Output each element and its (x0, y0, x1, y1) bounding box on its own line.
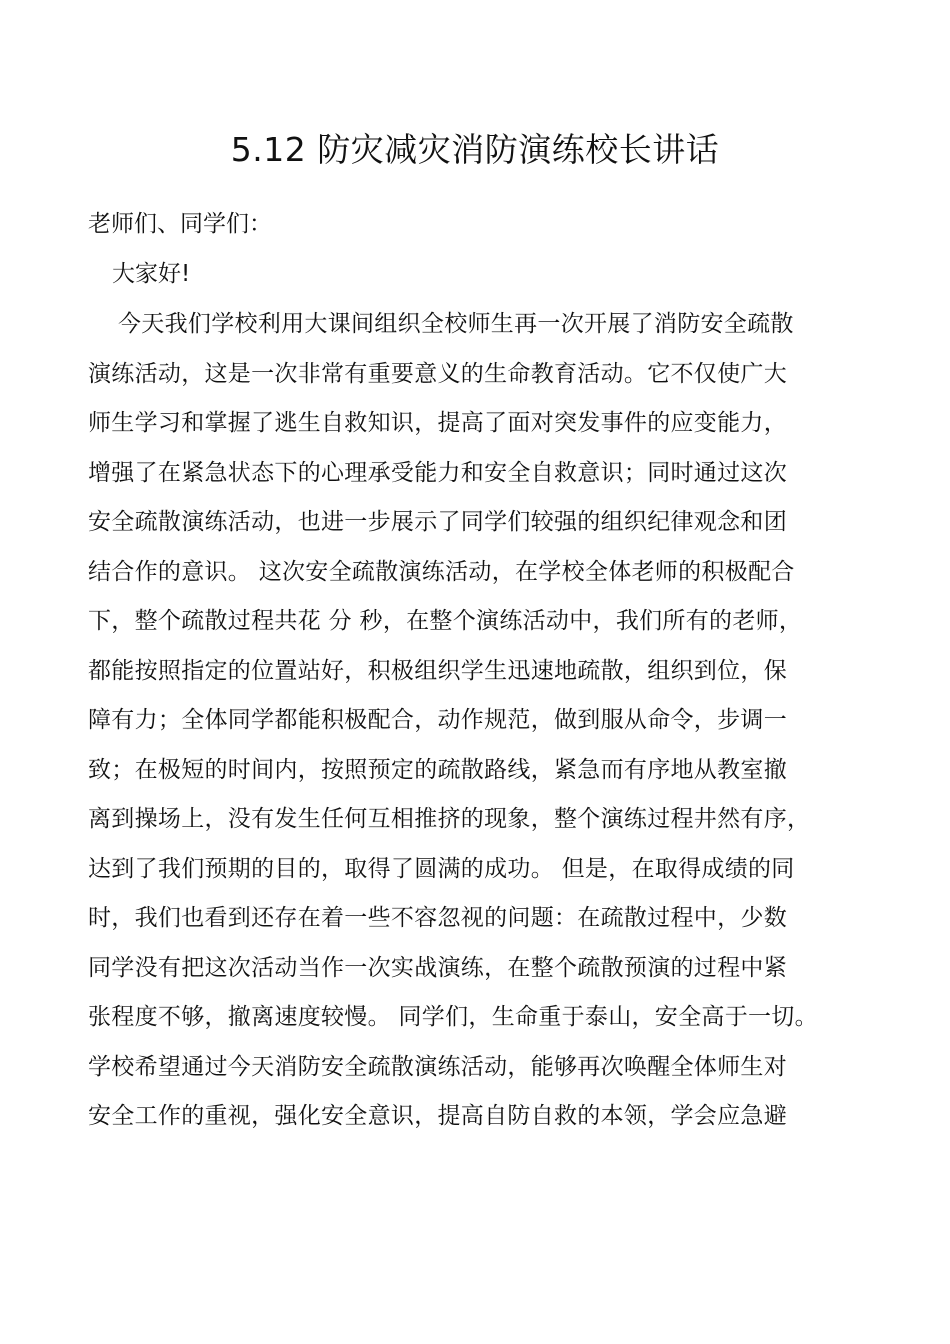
body-line: 同学没有把这次活动当作一次实战演练，在整个疏散预演的过程中紧 (88, 954, 787, 981)
salutation: 老师们、同学们： (88, 211, 272, 237)
body-line: 今天我们学校利用大课间组织全校师生再一次开展了消防安全疏散 (118, 311, 794, 337)
body-line: 时，我们也看到还存在着一些不容忽视的问题：在疏散过程中，少数 (88, 905, 787, 931)
body-line: 致；在极短的时间内，按照预定的疏散路线，紧急而有序地从教室撤 (88, 756, 787, 783)
body-line: 学校希望通过今天消防安全疏散演练活动，能够再次唤醒全体师生对 (88, 1053, 787, 1080)
body-line: 演练活动，这是一次非常有重要意义的生命教育活动。它不仅使广大 (88, 360, 787, 387)
body-line: 达到了我们预期的目的，取得了圆满的成功。 但是，在取得成绩的同 (88, 855, 795, 882)
body-line: 增强了在紧急状态下的心理承受能力和安全自救意识；同时通过这次 (88, 459, 787, 486)
body-line: 离到操场上，没有发生任何互相推挤的现象，整个演练过程井然有序， (88, 806, 811, 832)
body-line: 张程度不够，撤离速度较慢。 同学们，生命重于泰山，安全高于一切。 (88, 1004, 818, 1030)
body-line: 安全疏散演练活动，也进一步展示了同学们较强的组织纪律观念和团 (88, 509, 787, 535)
greeting: 大家好! (112, 261, 191, 287)
document-title: 5.12 防灾减灾消防演练校长讲话 (230, 130, 720, 169)
body-line: 下，整个疏散过程共花 分 秒，在整个演练活动中，我们所有的老师， (88, 608, 803, 634)
body-line: 师生学习和掌握了逃生自救知识，提高了面对突发事件的应变能力， (88, 410, 787, 436)
body-line: 结合作的意识。 这次安全疏散演练活动，在学校全体老师的积极配合 (88, 558, 795, 585)
body-line: 障有力；全体同学都能积极配合，动作规范，做到服从命令，步调一 (88, 707, 787, 733)
body-line: 安全工作的重视，强化安全意识，提高自防自救的本领，学会应急避 (88, 1103, 787, 1129)
body-text (88, 306, 888, 1148)
body-line: 都能按照指定的位置站好，积极组织学生迅速地疏散，组织到位，保 (88, 657, 787, 684)
